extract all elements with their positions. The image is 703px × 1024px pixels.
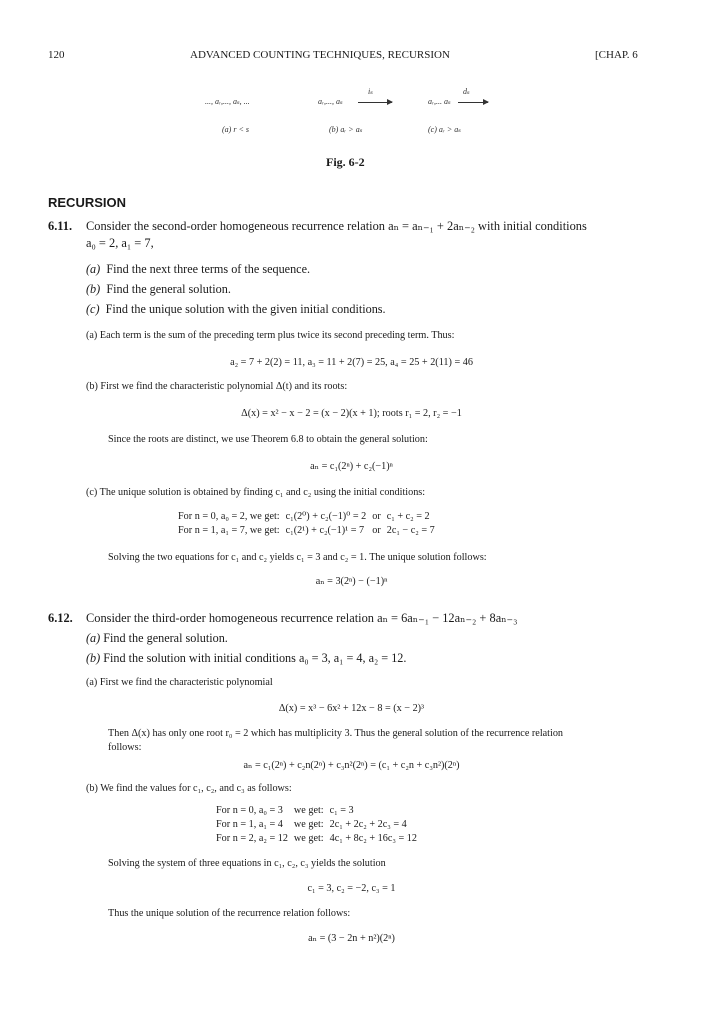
system-row <box>178 510 441 524</box>
problem-statement: Consider the third-order homogeneous recurrence relation aₙ = 6aₙ₋₁ − 12aₙ₋₂ + 8aₙ₋₃ <box>86 611 518 625</box>
solution-b-text3: Thus the unique solution of the recurrence relation follows: <box>108 908 351 919</box>
system-equation: c₁ = 3 <box>329 805 354 816</box>
part-text: Find the solution with initial conditions a₀ = 3, a₁ = 4, a₂ = 12. <box>103 651 407 665</box>
figure-seq-a: ..., aᵣ,..., aₛ, ... <box>205 97 250 106</box>
solution-b-text: (b) First we find the characteristic polynomial Δ(t) and its roots: <box>86 381 348 392</box>
section-title: RECURSION <box>48 195 127 210</box>
solution-c-text: (c) The unique solution is obtained by finding c₁ and c₂ using the initial conditions: <box>86 487 426 498</box>
system-we-get: we get: <box>293 819 324 830</box>
part-c <box>86 302 386 317</box>
problem-statement: Consider the second-order homogeneous recurrence relation aₙ = aₙ₋₁ + 2aₙ₋₂ with initial conditions <box>86 219 587 233</box>
solution-c-system <box>178 510 441 538</box>
part-text: Find the next three terms of the sequence. <box>106 262 311 276</box>
solution-a-equation: a₂ = 7 + 2(2) = 11, a₃ = 11 + 2(7) = 25, a₄ = 25 + 2(11) = 46 <box>230 357 473 368</box>
solution-a-text: (a) Each term is the sum of the preceding term plus twice its second preceding term. Thus: <box>86 330 455 341</box>
figure-arrow-b-label: iₛ <box>368 87 373 96</box>
solution-b-general: aₙ = c₁(2ⁿ) + c₂(−1)ⁿ <box>310 461 393 472</box>
solution-a-text3: follows: <box>108 742 142 753</box>
figure-seq-b: aᵣ,..., aₛ <box>318 97 343 106</box>
system-condition: For n = 1, a₁ = 4 <box>216 819 283 830</box>
part-a <box>86 631 228 646</box>
solution-a-polynomial: Δ(x) = x³ − 6x² + 12x − 8 = (x − 2)³ <box>278 703 425 714</box>
solution-c-unique: aₙ = 3(2ⁿ) − (−1)ⁿ <box>315 576 388 587</box>
part-text: Find the general solution. <box>106 282 231 296</box>
solution-a-text: (a) First we find the characteristic polynomial <box>86 677 273 688</box>
system-row <box>216 804 423 818</box>
figure-label-a: (a) r < s <box>222 125 249 134</box>
part-tag: (a) <box>86 631 101 645</box>
part-b <box>86 282 231 297</box>
system-or: or <box>372 525 381 536</box>
system-equation: 2c₁ + 2c₂ + 2c₃ = 4 <box>329 819 407 830</box>
solution-b-text2: Since the roots are distinct, we use Theorem 6.8 to obtain the general solution: <box>108 434 428 445</box>
part-text: Find the unique solution with the given initial conditions. <box>105 302 386 316</box>
solution-b-text2: Solving the system of three equations in c₁, c₂, c₃ yields the solution <box>108 858 386 869</box>
system-equation: c₁(2⁰) + c₂(−1)⁰ = 2 <box>285 511 367 522</box>
chapter-label: [CHAP. 6 <box>595 49 638 61</box>
figure-label-c: (c) aᵣ > aₛ <box>428 125 461 134</box>
solution-a-text2: Then Δ(x) has only one root r₀ = 2 which has multiplicity 3. Thus the general solution of the recurrence relation <box>108 728 564 739</box>
system-row <box>216 818 423 832</box>
solution-b-equation: Δ(x) = x² − x − 2 = (x − 2)(x + 1); roots r₁ = 2, r₂ = −1 <box>241 408 462 419</box>
figure-seq-c: aᵣ,... aₛ <box>428 97 451 106</box>
system-row <box>178 524 441 538</box>
solution-b-text: (b) We find the values for c₁, c₂, and c₃ as follows: <box>86 783 292 794</box>
part-tag: (a) <box>86 262 101 276</box>
part-tag: (c) <box>86 302 100 316</box>
part-text: Find the general solution. <box>103 631 228 645</box>
figure-arrow-b <box>358 102 392 103</box>
figure-arrow-c <box>458 102 488 103</box>
system-simplified: 2c₁ − c₂ = 7 <box>386 525 435 536</box>
system-row <box>216 832 423 846</box>
part-a <box>86 262 310 277</box>
part-tag: (b) <box>86 651 101 665</box>
page-number: 120 <box>48 49 65 61</box>
system-or: or <box>372 511 381 522</box>
system-condition: For n = 0, a₀ = 3 <box>216 805 283 816</box>
system-simplified: c₁ + c₂ = 2 <box>386 511 430 522</box>
solution-b-unique: aₙ = (3 − 2n + n²)(2ⁿ) <box>308 933 395 944</box>
system-we-get: we get: <box>293 805 324 816</box>
figure-arrow-c-label: dₛ <box>463 87 470 96</box>
figure-caption: Fig. 6-2 <box>326 155 365 169</box>
system-condition: For n = 2, a₂ = 12 <box>216 833 288 844</box>
problem-number: 6.12. <box>48 611 73 625</box>
figure-label-b: (b) aᵣ > aₛ <box>329 125 363 134</box>
solution-a-general: aₙ = c₁(2ⁿ) + c₂n(2ⁿ) + c₃n²(2ⁿ) = (c₁ + c₂n + c₃n²)(2ⁿ) <box>243 760 460 771</box>
solution-b-system <box>216 804 423 846</box>
system-equation: 4c₁ + 8c₂ + 16c₃ = 12 <box>329 833 417 844</box>
problem-statement-cont: a₀ = 2, a₁ = 7, <box>86 236 154 250</box>
system-condition: For n = 1, a₁ = 7, we get: <box>178 525 280 536</box>
system-we-get: we get: <box>293 833 324 844</box>
part-b <box>86 651 406 666</box>
system-equation: c₁(2¹) + c₂(−1)¹ = 7 <box>285 525 365 536</box>
problem-number: 6.11. <box>48 219 73 233</box>
solution-b-constants: c₁ = 3, c₂ = −2, c₃ = 1 <box>307 883 396 894</box>
running-title: ADVANCED COUNTING TECHNIQUES, RECURSION <box>190 49 450 61</box>
solution-c-text2: Solving the two equations for c₁ and c₂ yields c₁ = 3 and c₂ = 1. The unique solution follows: <box>108 552 487 563</box>
system-condition: For n = 0, a₀ = 2, we get: <box>178 511 280 522</box>
part-tag: (b) <box>86 282 101 296</box>
